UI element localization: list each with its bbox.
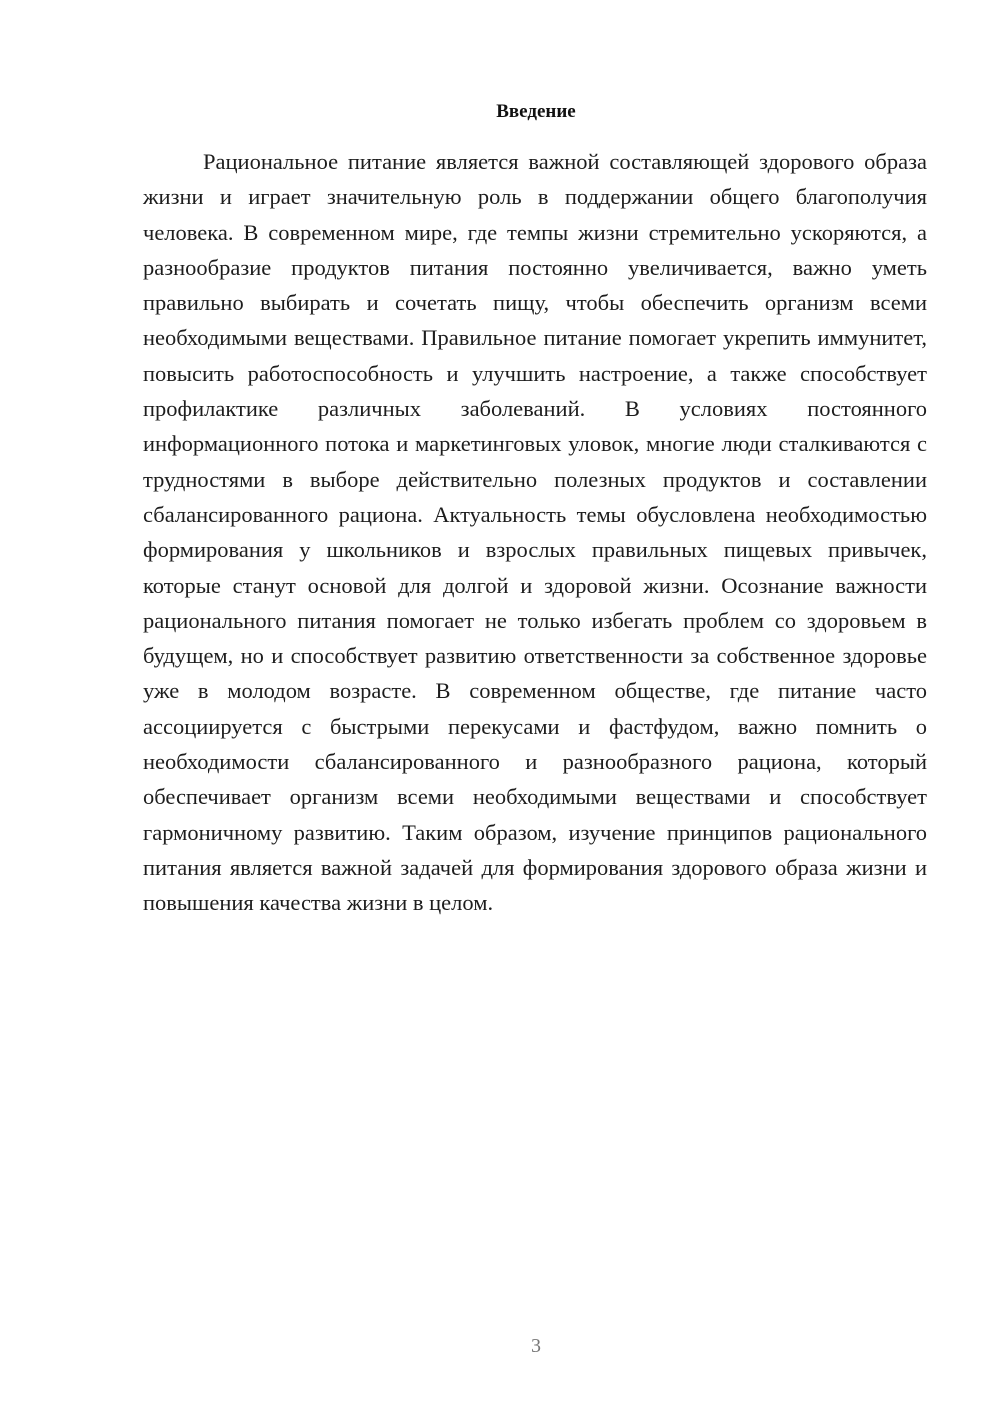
page-number: 3 [531, 1335, 541, 1357]
section-title: Введение [496, 101, 576, 122]
introduction-paragraph: Рациональное питание является важной составляющей здорового образа жизни и играет значительную роль в поддержании общего благополучия человека. В современном мире, где темпы жизни стремительно ускоряются, а разнообразие продуктов питания постоянно увеличивается, важно уметь правильно выбирать и сочетать пищу, чтобы обеспечить организм всеми необходимыми веществами. Правильное питание помогает укрепить иммунитет, повысить работоспособность и улучшить настроение, а также способствует профилактике различных заболеваний. В условиях постоянного информационного потока и маркетинговых уловок, многие люди сталкиваются с трудностями в выборе действительно полезных продуктов и составлении сбалансированного рациона. Актуальность темы обусловлена необходимостью формирования у школьников и взрослых правильных пищевых привычек, которые станут основой для долгой и здоровой жизни. Осознание важности рационального питания помогает не только избегать проблем со здоровьем в будущем, но и способствует развитию ответственности за собственное здоровье уже в молодом возрасте. В современном обществе, где питание часто ассоциируется с быстрыми перекусами и фастфудом, важно помнить о необходимости сбалансированного и разнообразного рациона, который обеспечивает организм всеми необходимыми веществами и способствует гармоничному развитию. Таким образом, изучение принципов рационального питания является важной задачей для формирования здорового образа жизни и повышения качества жизни в целом. [143, 149, 927, 916]
